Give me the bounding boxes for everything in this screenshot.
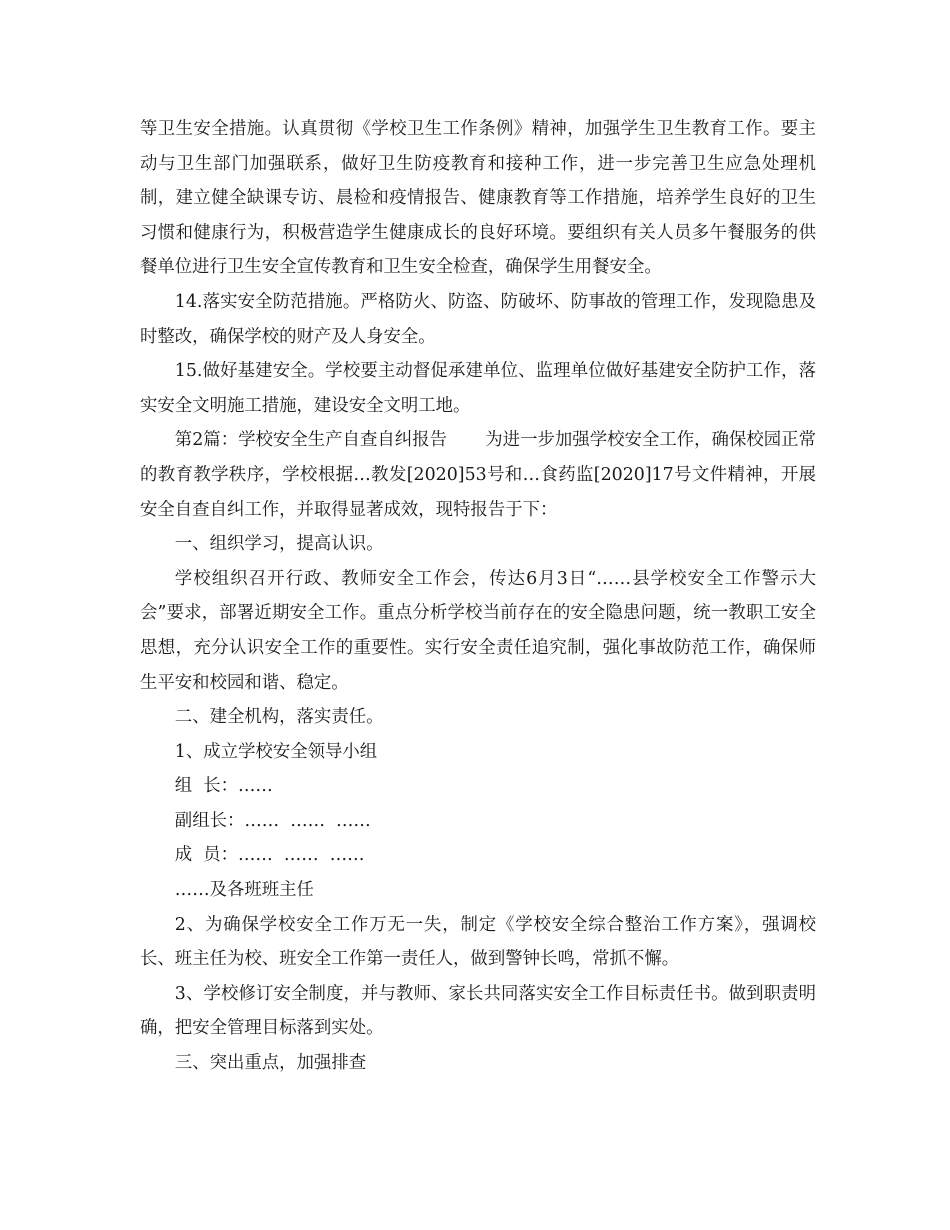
list-item-class-teachers: ……及各班班主任: [174, 880, 314, 901]
list-item-deputy-leader: 副组长：…… …… ……: [174, 810, 371, 831]
report-intro-text: 为进一步加强学校安全工作，确保校园正常的教育教学秩序，学校根据…教发[2020]53号和…食药监[2020]17号文件精神，开展安全自查自纠工作，并取得显著成效，现特报告于下：: [140, 430, 816, 520]
paragraph-subitem-1: 1、成立学校安全领导小组: [174, 741, 378, 762]
paragraph-item-14: 14.落实安全防范措施。严格防火、防盗、防破坏、防事故的管理工作，发现隐患及时整改，确保学校的财产及人身安全。: [140, 291, 816, 347]
list-item-leader: 组 长：……: [174, 776, 273, 797]
paragraph-item-15: 15.做好基建安全。学校要主动督促承建单位、监理单位做好基建安全防护工作，落实安全文明施工措施，建设安全文明工地。: [140, 361, 816, 416]
paragraph-hygiene-measures: 等卫生安全措施。认真贯彻《学校卫生工作条例》精神，加强学生卫生教育工作。要主动与卫生部门加强联系，做好卫生防疫教育和接种工作，进一步完善卫生应急处理机制，建立健全缺课专访、晨检和疫情报告、健康教育等工作措施，培养学生良好的卫生习惯和健康行为，积极营造学生健康成长的良好环境。要组织有关人员多午餐服务的供餐单位进行卫生安全宣传教育和卫生安全检查，确保学生用餐安全。: [140, 119, 816, 278]
heading-section-1: 一、组织学习，提高认识。: [174, 534, 384, 555]
list-item-members: 成 员：…… …… ……: [174, 845, 365, 866]
document-body: [140, 112, 816, 1081]
paragraph-meeting: 学校组织召开行政、教师安全工作会，传达6月3日“……县学校安全工作警示大会”要求，部署近期安全工作。重点分析学校当前存在的安全隐患问题，统一教职工安全思想，充分认识安全工作的重要性。实行安全责任追究制，强化事故防范工作，确保师生平安和校园和谐、稳定。: [140, 568, 816, 693]
heading-section-2: 二、建全机构，落实责任。: [174, 707, 384, 728]
paragraph-subitem-3: 3、学校修订安全制度，并与教师、家长共同落实安全工作目标责任书。做到职责明确，把安全管理目标落到实处。: [140, 983, 816, 1039]
heading-section-3: 三、突出重点，加强排查: [174, 1053, 367, 1074]
section-title-part-2: 第2篇：学校安全生产自查自纠报告: [174, 430, 447, 451]
paragraph-report-intro: [140, 423, 816, 527]
paragraph-subitem-2: 2、为确保学校安全工作万无一失，制定《学校安全综合整治工作方案》，强调校长、班主任为校、班安全工作第一责任人，做到警钟长鸣，常抓不懈。: [140, 914, 816, 970]
